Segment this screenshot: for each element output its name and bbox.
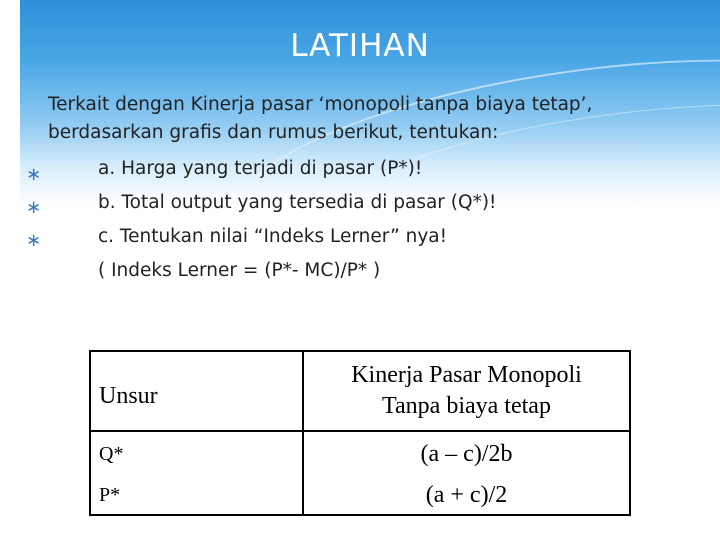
- table-header-right: [303, 351, 630, 431]
- bullet-icon: ∗: [26, 197, 42, 218]
- bullet-icon: ∗: [26, 164, 42, 185]
- list-item: a. Harga yang terjadi di pasar (P*)!: [98, 158, 423, 179]
- body-line: Terkait dengan Kinerja pasar ‘monopoli tanpa biaya tetap’,: [48, 94, 593, 115]
- table-row: [90, 431, 630, 477]
- table-header-left: Unsur: [99, 382, 158, 409]
- formula-note: ( Indeks Lerner = (P*- MC)/P* ): [98, 260, 381, 281]
- slide-title: LATIHAN: [290, 28, 430, 64]
- table-header-row: [90, 351, 630, 431]
- left-margin: [0, 0, 20, 540]
- body-line: berdasarkan grafis dan rumus berikut, tentukan:: [48, 122, 499, 143]
- comparison-table: [89, 350, 631, 516]
- table-cell-value: (a + c)/2: [303, 477, 630, 515]
- list-item: c. Tentukan nilai “Indeks Lerner” nya!: [98, 226, 448, 247]
- list-item: b. Total output yang tersedia di pasar (Q*)!: [98, 192, 497, 213]
- table-cell-label: Q*: [99, 443, 124, 465]
- header-right-line: Tanpa biaya tetap: [382, 393, 551, 419]
- table-cell-value: (a – c)/2b: [303, 431, 630, 477]
- table-row: [90, 477, 630, 515]
- table-cell-label: P*: [99, 484, 121, 506]
- bullet-icon: ∗: [26, 230, 42, 251]
- header-right-line: Kinerja Pasar Monopoli: [351, 362, 582, 388]
